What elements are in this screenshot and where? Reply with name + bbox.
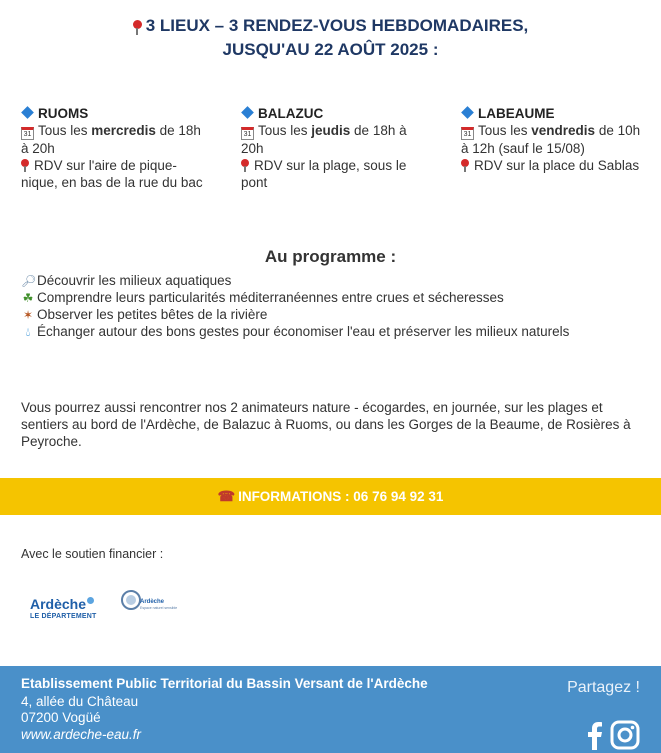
program-item [21,272,651,289]
pushpin-icon [461,159,469,167]
calendar-icon: 31 [461,127,474,140]
logo1-sub: LE DÉPARTEMENT [30,613,97,620]
title-text-1: 3 LIEUX – 3 RENDEZ-VOUS HEBDOMADAIRES, [145,16,529,35]
logo1-name: Ardèche [30,596,87,612]
social-links [583,720,640,750]
logo-dot-icon [87,597,94,604]
calendar-icon: 31 [21,127,34,140]
meeting-point: RDV sur la plage, sous le pont [241,158,407,190]
program-item-text: Échanger autour des bons gestes pour économiser l'eau et préserver les milieux naturels [37,324,570,339]
blue-diamond-icon [21,106,34,119]
page-title [0,14,661,62]
instagram-icon[interactable] [610,720,640,750]
schedule-day: jeudis [311,123,351,138]
title-text-2: JUSQU'AU 22 AOÛT 2025 : [222,40,439,59]
phone-icon: ☎ [217,488,236,504]
meeting-point: RDV sur l'aire de pique-nique, en bas de la rue du bac [21,158,203,190]
location-ruoms [21,105,211,191]
schedule-prefix: Tous les [258,123,312,138]
leaf-icon: ☘ [22,291,34,305]
calendar-icon: 31 [241,127,254,140]
location-name: RUOMS [38,106,89,121]
blue-diamond-icon [461,106,474,119]
footer-address-1: 4, allée du Château [21,694,139,709]
magnifier-icon: 🔎︎ [21,274,37,288]
footer [0,666,661,753]
footer-org: Etablissement Public Territorial du Bassin Versant de l'Ardèche [21,676,428,691]
info-band [0,478,661,515]
location-name: BALAZUC [258,106,324,121]
logo2-sub: Espace naturel sensible [140,606,178,610]
droplet-icon: 💧︎ [25,325,31,339]
ens-emblem-icon [121,590,141,610]
meeting-point: RDV sur la place du Sablas [474,158,640,173]
support-label: Avec le soutien financier : [21,547,164,561]
schedule-suffix: de 10h à 12h (sauf le 15/08) [461,123,641,156]
logo1-name-row [30,596,110,612]
schedule-suffix: de 18h à 20h [21,123,201,156]
location-name: LABEAUME [478,106,555,121]
bug-icon: ✶ [22,308,34,322]
program-item-text: Comprendre leurs particularités méditerranéennes entre crues et sécheresses [37,290,504,305]
program-list [21,272,651,340]
pushpin-icon [241,159,249,167]
info-band-text[interactable]: INFORMATIONS : 06 76 94 92 31 [238,489,444,504]
logo2-name: Ardèche [140,599,165,605]
footer-address-2: 07200 Vogüé [21,710,101,725]
info-paragraph: Vous pourrez aussi rencontrer nos 2 animateurs nature - écogardes, en journée, sur les plages et sentiers au bord de l'Ardèche, de Balazuc à Ruoms, ou dans les Gorges de la Beaume, de Rosières à Peyroche. [21,400,631,449]
facebook-icon[interactable] [583,720,605,750]
pushpin-icon [21,159,29,167]
program-item-text: Découvrir les milieux aquatiques [37,273,232,288]
location-balazuc [241,105,431,191]
program-item [21,323,651,340]
schedule-day: vendredis [531,123,596,138]
schedule-prefix: Tous les [38,123,92,138]
program-item [21,289,651,306]
footer-website-link[interactable]: www.ardeche-eau.fr [21,727,142,742]
share-label: Partagez ! [567,679,640,696]
title-line-2 [0,38,661,62]
ardeche-departement-logo[interactable] [30,596,110,626]
schedule-suffix: de 18h à 20h [241,123,407,156]
program-item-text: Observer les petites bêtes de la rivière [37,307,268,322]
program-title: Au programme : [264,247,397,266]
program-item [21,306,651,323]
location-labeaume [461,105,651,174]
title-line-1 [0,14,661,38]
pushpin-icon [133,20,142,29]
blue-diamond-icon [241,106,254,119]
schedule-day: mercredis [91,123,156,138]
ens-logo[interactable] [121,590,181,630]
schedule-prefix: Tous les [478,123,532,138]
